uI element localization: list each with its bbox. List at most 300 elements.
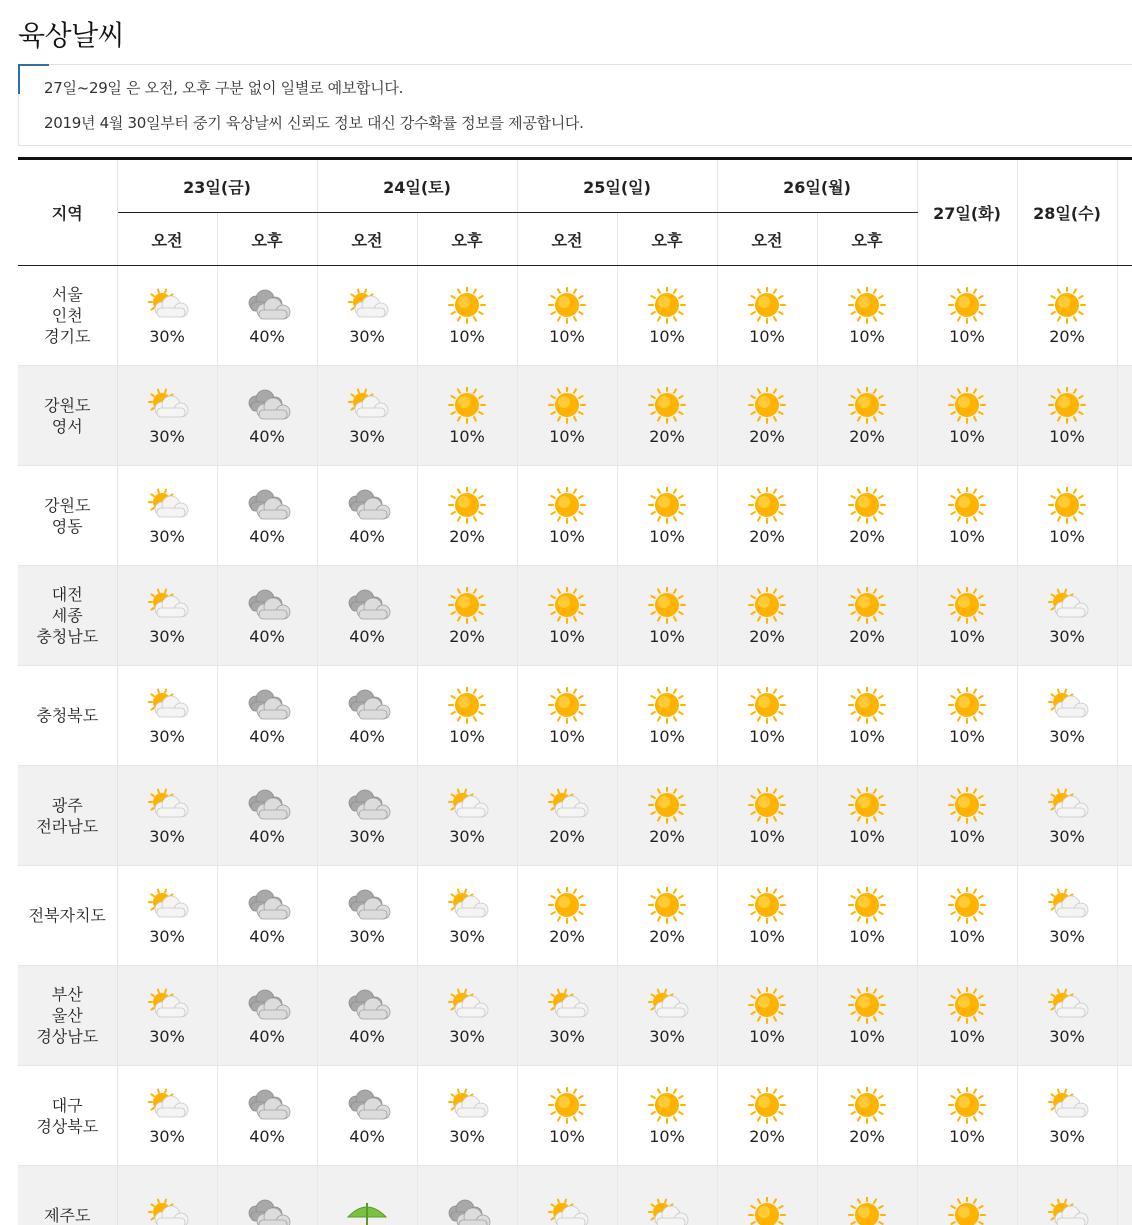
- sunny-icon: [942, 587, 992, 627]
- precipitation-probability: 40%: [249, 827, 285, 846]
- region-name-line: 강원도: [44, 495, 91, 515]
- forecast-cell: [417, 766, 517, 866]
- row-spacer: [1117, 466, 1132, 566]
- forecast-cell: [617, 266, 717, 366]
- region-name-line: 울산: [51, 1006, 83, 1025]
- forecast-cell: [717, 266, 817, 366]
- forecast-cell: [117, 766, 217, 866]
- precipitation-probability: 10%: [849, 327, 885, 346]
- sun-cloud-icon: [142, 887, 192, 927]
- precipitation-probability: 30%: [449, 1127, 485, 1146]
- sunny-icon: [942, 487, 992, 527]
- day-header: 27일(화): [917, 159, 1017, 266]
- region-name-line: 경기도: [44, 327, 91, 346]
- row-spacer: [1117, 966, 1132, 1066]
- forecast-cell: [617, 766, 717, 866]
- table-row: [18, 366, 1132, 466]
- forecast-cell: [217, 566, 317, 666]
- forecast-cell: [1017, 1166, 1117, 1225]
- forecast-cell: [717, 566, 817, 666]
- day-header: 26일(월): [717, 159, 917, 213]
- precipitation-probability: 30%: [1049, 827, 1085, 846]
- notice-line: 27일~29일 은 오전, 오후 구분 없이 일별로 예보합니다.: [44, 79, 404, 97]
- sunny-icon: [442, 587, 492, 627]
- weather-table: [18, 157, 1132, 1225]
- sun-cloud-icon: [542, 1197, 592, 1225]
- cloudy-icon: [242, 587, 292, 627]
- half-day-header: 오후: [417, 213, 517, 266]
- sunny-icon: [542, 287, 592, 327]
- forecast-cell: [1017, 466, 1117, 566]
- forecast-cell: [517, 266, 617, 366]
- sunny-icon: [642, 687, 692, 727]
- forecast-cell: [117, 966, 217, 1066]
- forecast-cell: [1017, 666, 1117, 766]
- forecast-cell: [817, 766, 917, 866]
- forecast-cell: [517, 766, 617, 866]
- forecast-cell: [317, 766, 417, 866]
- forecast-cell: [1017, 766, 1117, 866]
- region-name-line: 충청남도: [36, 627, 99, 646]
- precipitation-probability: 10%: [449, 727, 485, 746]
- sunny-icon: [1042, 487, 1092, 527]
- region-name-line: 영동: [51, 516, 83, 536]
- sunny-icon: [942, 1087, 992, 1127]
- half-day-header: 오후: [817, 213, 917, 266]
- precipitation-probability: 30%: [149, 1127, 185, 1146]
- precipitation-probability: 10%: [749, 1027, 785, 1046]
- precipitation-probability: 10%: [649, 627, 685, 646]
- region-name: [18, 966, 117, 1066]
- forecast-cell: [1017, 366, 1117, 466]
- precipitation-probability: 20%: [749, 527, 785, 546]
- forecast-cell: [217, 1166, 317, 1225]
- half-day-header: 오전: [117, 213, 217, 266]
- day-header: 24일(토): [317, 159, 517, 213]
- region-name-line: 경상남도: [36, 1027, 99, 1046]
- forecast-cell: [917, 466, 1017, 566]
- forecast-cell: [917, 566, 1017, 666]
- precipitation-probability: 30%: [149, 927, 185, 946]
- precipitation-probability: 40%: [349, 527, 385, 546]
- precipitation-probability: 40%: [349, 1127, 385, 1146]
- region-name: [18, 866, 117, 966]
- sunny-icon: [742, 687, 792, 727]
- precipitation-probability: 20%: [749, 627, 785, 646]
- precipitation-probability: 10%: [949, 527, 985, 546]
- forecast-cell: [917, 866, 1017, 966]
- precipitation-probability: 10%: [1049, 427, 1085, 446]
- precipitation-probability: 10%: [849, 1027, 885, 1046]
- forecast-cell: [217, 366, 317, 466]
- precipitation-probability: 30%: [449, 927, 485, 946]
- region-name-line: 전북자치도: [28, 906, 106, 925]
- forecast-cell: [917, 766, 1017, 866]
- region-name-line: 세종: [51, 606, 83, 625]
- cloudy-icon: [242, 1197, 292, 1225]
- row-spacer: [1117, 566, 1132, 666]
- forecast-cell: [917, 1166, 1017, 1225]
- forecast-cell: [717, 1166, 817, 1225]
- sun-cloud-icon: [142, 1197, 192, 1225]
- forecast-cell: [817, 366, 917, 466]
- sun-cloud-icon: [342, 287, 392, 327]
- sunny-icon: [642, 387, 692, 427]
- precipitation-probability: 10%: [949, 327, 985, 346]
- forecast-cell: [717, 466, 817, 566]
- forecast-cell: [617, 566, 717, 666]
- sunny-icon: [942, 787, 992, 827]
- cloudy-icon: [342, 787, 392, 827]
- forecast-cell: [317, 966, 417, 1066]
- precipitation-probability: 20%: [549, 927, 585, 946]
- precipitation-probability: 20%: [849, 427, 885, 446]
- precipitation-probability: 30%: [149, 427, 185, 446]
- precipitation-probability: 20%: [449, 627, 485, 646]
- sun-cloud-icon: [142, 287, 192, 327]
- precipitation-probability: 10%: [549, 627, 585, 646]
- sunny-icon: [842, 387, 892, 427]
- precipitation-probability: 30%: [349, 927, 385, 946]
- sun-cloud-icon: [1042, 687, 1092, 727]
- forecast-cell: [417, 966, 517, 1066]
- day-header: 25일(일): [517, 159, 717, 213]
- region-name-line: 제주도: [44, 1206, 91, 1225]
- forecast-cell: [417, 566, 517, 666]
- precipitation-probability: 30%: [349, 427, 385, 446]
- forecast-cell: [917, 666, 1017, 766]
- forecast-cell: [917, 966, 1017, 1066]
- sunny-icon: [542, 687, 592, 727]
- sunny-icon: [742, 1197, 792, 1225]
- cloudy-icon: [342, 987, 392, 1027]
- precipitation-probability: 10%: [649, 327, 685, 346]
- cloudy-icon: [242, 1087, 292, 1127]
- precipitation-probability: 30%: [449, 827, 485, 846]
- precipitation-probability: 20%: [749, 427, 785, 446]
- sunny-icon: [642, 787, 692, 827]
- sunny-icon: [742, 787, 792, 827]
- precipitation-probability: 10%: [549, 727, 585, 746]
- forecast-cell: [117, 266, 217, 366]
- forecast-cell: [117, 566, 217, 666]
- forecast-cell: [517, 866, 617, 966]
- sunny-icon: [842, 1087, 892, 1127]
- sunny-icon: [842, 687, 892, 727]
- sunny-icon: [542, 587, 592, 627]
- forecast-cell: [217, 266, 317, 366]
- region-name-line: 광주: [51, 795, 83, 815]
- cloudy-icon: [242, 287, 292, 327]
- sun-cloud-icon: [1042, 987, 1092, 1027]
- forecast-cell: [1017, 1066, 1117, 1166]
- half-day-header: 오후: [617, 213, 717, 266]
- forecast-cell: [517, 466, 617, 566]
- sun-cloud-icon: [142, 487, 192, 527]
- forecast-cell: [717, 766, 817, 866]
- cloudy-icon: [442, 1197, 492, 1225]
- precipitation-probability: 30%: [149, 527, 185, 546]
- forecast-cell: [317, 866, 417, 966]
- table-row: [18, 566, 1132, 666]
- region-name-line: 전라남도: [36, 816, 99, 836]
- forecast-cell: [817, 866, 917, 966]
- precipitation-probability: 20%: [1049, 327, 1085, 346]
- region-name-line: 대전: [51, 585, 83, 604]
- sun-cloud-icon: [1042, 1087, 1092, 1127]
- sun-cloud-icon: [442, 1087, 492, 1127]
- precipitation-probability: 10%: [549, 527, 585, 546]
- forecast-cell: [417, 866, 517, 966]
- region-name-line: 부산: [51, 985, 83, 1004]
- precipitation-probability: 30%: [1049, 727, 1085, 746]
- weather-table-body: [18, 266, 1132, 1225]
- row-spacer: [1117, 366, 1132, 466]
- forecast-cell: [517, 366, 617, 466]
- day-header: 28일(수): [1017, 159, 1117, 266]
- forecast-cell: [617, 1166, 717, 1225]
- precipitation-probability: 40%: [249, 727, 285, 746]
- region-name-line: 인천: [51, 306, 83, 325]
- forecast-cell: [417, 366, 517, 466]
- precipitation-probability: 10%: [449, 427, 485, 446]
- sun-cloud-icon: [1042, 787, 1092, 827]
- forecast-cell: [917, 366, 1017, 466]
- sun-cloud-icon: [642, 987, 692, 1027]
- precipitation-probability: 30%: [349, 827, 385, 846]
- sun-cloud-icon: [442, 887, 492, 927]
- precipitation-probability: 10%: [549, 427, 585, 446]
- forecast-cell: [717, 966, 817, 1066]
- forecast-cell: [1017, 966, 1117, 1066]
- forecast-cell: [617, 866, 717, 966]
- forecast-cell: [317, 566, 417, 666]
- forecast-cell: [617, 466, 717, 566]
- precipitation-probability: 30%: [149, 327, 185, 346]
- forecast-cell: [817, 666, 917, 766]
- row-spacer: [1117, 266, 1132, 366]
- sunny-icon: [742, 887, 792, 927]
- sunny-icon: [642, 1087, 692, 1127]
- cloudy-icon: [242, 387, 292, 427]
- sunny-icon: [842, 987, 892, 1027]
- precipitation-probability: 30%: [1049, 627, 1085, 646]
- table-row: [18, 766, 1132, 866]
- sunny-icon: [842, 787, 892, 827]
- sunny-icon: [542, 1087, 592, 1127]
- precipitation-probability: 10%: [649, 527, 685, 546]
- precipitation-probability: 10%: [1049, 527, 1085, 546]
- cloudy-icon: [342, 687, 392, 727]
- forecast-cell: [417, 666, 517, 766]
- precipitation-probability: 10%: [649, 727, 685, 746]
- forecast-cell: [317, 366, 417, 466]
- forecast-cell: [117, 666, 217, 766]
- row-spacer: [1117, 666, 1132, 766]
- precipitation-probability: 10%: [849, 727, 885, 746]
- day-header: 23일(금): [117, 159, 317, 213]
- forecast-cell: [117, 466, 217, 566]
- precipitation-probability: 40%: [249, 527, 285, 546]
- precipitation-probability: 10%: [949, 827, 985, 846]
- region-name: [18, 1066, 117, 1166]
- forecast-cell: [717, 1066, 817, 1166]
- forecast-cell: [1017, 266, 1117, 366]
- cloudy-icon: [242, 987, 292, 1027]
- precipitation-probability: 30%: [149, 727, 185, 746]
- table-row: [18, 666, 1132, 766]
- region-name-line: 서울: [51, 285, 83, 304]
- precipitation-probability: 30%: [1049, 927, 1085, 946]
- forecast-cell: [417, 1166, 517, 1225]
- region-name: [18, 466, 117, 566]
- forecast-cell: [817, 1166, 917, 1225]
- umbrella-icon: [342, 1197, 392, 1225]
- precipitation-probability: 10%: [849, 927, 885, 946]
- forecast-cell: [117, 366, 217, 466]
- precipitation-probability: 40%: [249, 327, 285, 346]
- precipitation-probability: 40%: [249, 927, 285, 946]
- sunny-icon: [842, 287, 892, 327]
- sunny-icon: [942, 287, 992, 327]
- forecast-cell: [417, 1066, 517, 1166]
- sun-cloud-icon: [342, 387, 392, 427]
- forecast-cell: [817, 266, 917, 366]
- precipitation-probability: 40%: [349, 627, 385, 646]
- precipitation-probability: 40%: [249, 1027, 285, 1046]
- sunny-icon: [1042, 287, 1092, 327]
- precipitation-probability: 20%: [549, 827, 585, 846]
- forecast-cell: [917, 266, 1017, 366]
- precipitation-probability: 30%: [149, 827, 185, 846]
- sun-cloud-icon: [142, 787, 192, 827]
- header-spacer: [1117, 159, 1132, 266]
- cloudy-icon: [342, 1087, 392, 1127]
- half-day-header: 오전: [517, 213, 617, 266]
- region-header: 지역: [18, 159, 117, 266]
- precipitation-probability: 20%: [649, 827, 685, 846]
- precipitation-probability: 10%: [949, 627, 985, 646]
- sunny-icon: [742, 487, 792, 527]
- precipitation-probability: 40%: [249, 427, 285, 446]
- table-row: [18, 266, 1132, 366]
- precipitation-probability: 40%: [249, 627, 285, 646]
- forecast-cell: [217, 966, 317, 1066]
- region-name-line: 경상북도: [36, 1116, 99, 1136]
- precipitation-probability: 30%: [1049, 1027, 1085, 1046]
- sun-cloud-icon: [142, 1087, 192, 1127]
- precipitation-probability: 30%: [1049, 1127, 1085, 1146]
- region-name-line: 강원도: [44, 395, 91, 415]
- sunny-icon: [842, 1197, 892, 1225]
- forecast-cell: [217, 766, 317, 866]
- precipitation-probability: 10%: [749, 327, 785, 346]
- sun-cloud-icon: [142, 587, 192, 627]
- notice-box: [18, 64, 1132, 146]
- precipitation-probability: 10%: [749, 927, 785, 946]
- precipitation-probability: 10%: [949, 427, 985, 446]
- table-row: [18, 1166, 1132, 1225]
- table-row: [18, 466, 1132, 566]
- sun-cloud-icon: [642, 1197, 692, 1225]
- forecast-cell: [517, 1066, 617, 1166]
- sunny-icon: [742, 387, 792, 427]
- precipitation-probability: 20%: [449, 527, 485, 546]
- page-title: 육상날씨: [18, 19, 125, 52]
- forecast-cell: [817, 966, 917, 1066]
- region-name: [18, 1166, 117, 1225]
- notice-line: 2019년 4월 30일부터 중기 육상날씨 신뢰도 정보 대신 강수확률 정보를 제공합니다.: [44, 114, 584, 132]
- sunny-icon: [742, 587, 792, 627]
- precipitation-probability: 30%: [349, 327, 385, 346]
- forecast-cell: [617, 1066, 717, 1166]
- sunny-icon: [1042, 387, 1092, 427]
- sun-cloud-icon: [142, 987, 192, 1027]
- sunny-icon: [942, 987, 992, 1027]
- precipitation-probability: 30%: [649, 1027, 685, 1046]
- sunny-icon: [642, 487, 692, 527]
- sunny-icon: [542, 887, 592, 927]
- forecast-cell: [917, 1066, 1017, 1166]
- forecast-cell: [617, 366, 717, 466]
- precipitation-probability: 40%: [249, 1127, 285, 1146]
- sun-cloud-icon: [142, 687, 192, 727]
- precipitation-probability: 10%: [549, 327, 585, 346]
- sunny-icon: [842, 587, 892, 627]
- cloudy-icon: [242, 687, 292, 727]
- half-day-header: 오후: [217, 213, 317, 266]
- precipitation-probability: 10%: [449, 327, 485, 346]
- precipitation-probability: 40%: [349, 1027, 385, 1046]
- forecast-cell: [217, 466, 317, 566]
- sun-cloud-icon: [142, 387, 192, 427]
- cloudy-icon: [242, 887, 292, 927]
- precipitation-probability: 10%: [549, 1127, 585, 1146]
- forecast-cell: [317, 1066, 417, 1166]
- forecast-cell: [817, 1066, 917, 1166]
- precipitation-probability: 30%: [149, 1027, 185, 1046]
- forecast-cell: [117, 866, 217, 966]
- sunny-icon: [942, 1197, 992, 1225]
- precipitation-probability: 20%: [749, 1127, 785, 1146]
- precipitation-probability: 10%: [849, 827, 885, 846]
- forecast-cell: [217, 866, 317, 966]
- sun-cloud-icon: [1042, 587, 1092, 627]
- sunny-icon: [942, 887, 992, 927]
- sunny-icon: [542, 387, 592, 427]
- forecast-cell: [417, 466, 517, 566]
- sun-cloud-icon: [542, 787, 592, 827]
- table-row: [18, 866, 1132, 966]
- forecast-cell: [517, 666, 617, 766]
- sun-cloud-icon: [1042, 887, 1092, 927]
- forecast-cell: [1017, 866, 1117, 966]
- precipitation-probability: 10%: [949, 727, 985, 746]
- precipitation-probability: 40%: [349, 727, 385, 746]
- region-name-line: 영서: [51, 416, 83, 436]
- forecast-cell: [617, 966, 717, 1066]
- forecast-cell: [317, 266, 417, 366]
- region-name: [18, 566, 117, 666]
- sunny-icon: [442, 387, 492, 427]
- row-spacer: [1117, 866, 1132, 966]
- precipitation-probability: 10%: [949, 1027, 985, 1046]
- forecast-cell: [317, 1166, 417, 1225]
- precipitation-probability: 30%: [149, 627, 185, 646]
- sunny-icon: [742, 1087, 792, 1127]
- half-day-header: 오전: [717, 213, 817, 266]
- forecast-cell: [717, 366, 817, 466]
